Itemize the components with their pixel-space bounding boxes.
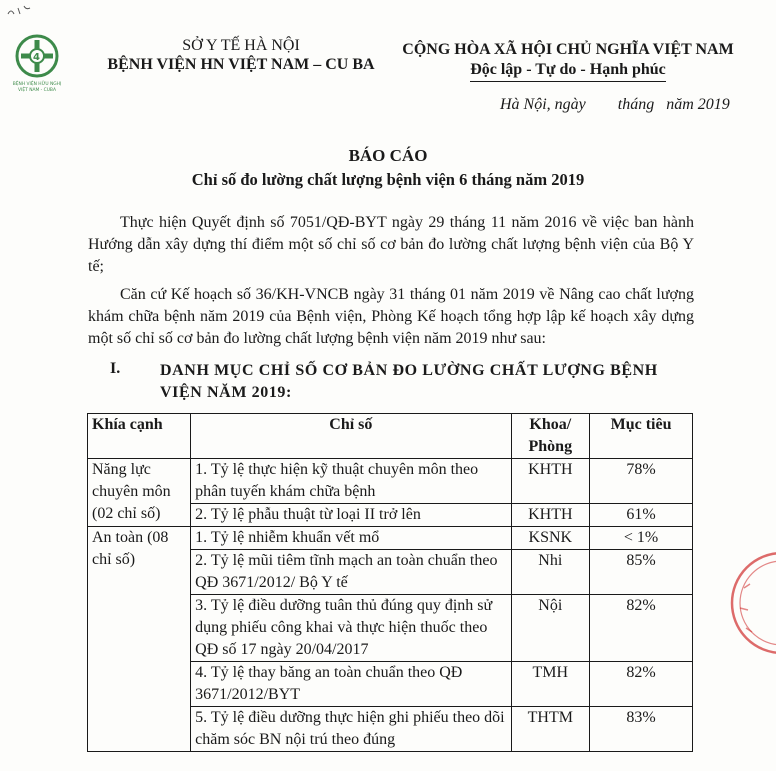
- svg-text:4: 4: [33, 52, 40, 63]
- department-cell: TMH: [511, 662, 590, 707]
- aspect-cell-safety: An toàn (08 chỉ số): [88, 527, 191, 752]
- indicator-cell: 5. Tỷ lệ điều dưỡng thực hiện ghi phiếu theo dõi chăm sóc BN nội trú theo đúng: [191, 707, 511, 752]
- nation-title: CỘNG HÒA XÃ HỘI CHỦ NGHĨA VIỆT NAM: [402, 41, 734, 58]
- indicator-cell: 1. Tỷ lệ thực hiện kỹ thuật chuyên môn theo phân tuyến khám chữa bệnh: [191, 459, 511, 504]
- header-indicator: Chỉ số: [191, 414, 511, 459]
- svg-text:VIỆT NAM - CUBA: VIỆT NAM - CUBA: [18, 88, 56, 93]
- org-parent: SỞ Y TẾ HÀ NỘI: [182, 37, 300, 54]
- department-cell: Nhi: [511, 550, 590, 595]
- header-target: Mục tiêu: [590, 414, 693, 459]
- paragraph-plan-basis: Căn cứ Kế hoạch số 36/KH-VNCB ngày 31 tháng 01 năm 2019 về Nâng cao chất lượng khám chữa bệnh năm 2019 của Bệnh viện, Phòng Kế hoạch tổng hợp lập kế hoạch xây dựng một số chỉ số cơ bản đo lường chất lượng bệnh viện năm 2019 như sau:: [88, 286, 694, 347]
- table-header-row: [88, 414, 693, 459]
- department-cell: Nội: [511, 595, 590, 662]
- target-cell: 82%: [590, 595, 693, 662]
- org-name: BỆNH VIỆN HN VIỆT NAM – CU BA: [107, 56, 375, 73]
- indicator-cell: 2. Tỷ lệ phẫu thuật từ loại II trở lên: [191, 504, 511, 527]
- red-stamp: [722, 548, 776, 658]
- header-aspect: Khía cạnh: [88, 414, 191, 459]
- report-title: BÁO CÁO: [348, 146, 428, 165]
- header-department: Khoa/ Phòng: [511, 414, 590, 459]
- section-number: I.: [110, 360, 121, 377]
- date-line: Hà Nội, ngày tháng năm 2019: [500, 96, 730, 113]
- department-cell: KSNK: [511, 527, 590, 550]
- target-cell: 85%: [590, 550, 693, 595]
- target-cell: 61%: [590, 504, 693, 527]
- indicator-cell: 1. Tỷ lệ nhiễm khuẩn vết mổ: [191, 527, 511, 550]
- target-cell: 82%: [590, 662, 693, 707]
- indicator-table: [87, 413, 693, 752]
- indicator-cell: 2. Tỷ lệ mũi tiêm tĩnh mạch an toàn chuẩn theo QĐ 3671/2012/ Bộ Y tế: [191, 550, 511, 595]
- department-cell: THTM: [511, 707, 590, 752]
- org-header: [96, 36, 386, 74]
- national-motto: Độc lập - Tự do - Hạnh phúc: [470, 60, 666, 82]
- aspect-cell-competence: Năng lực chuyên môn (02 chỉ số): [88, 459, 191, 527]
- hospital-logo: [6, 30, 68, 94]
- target-cell: 78%: [590, 459, 693, 504]
- department-cell: KHTH: [511, 459, 590, 504]
- svg-text:BỆNH VIỆN HỮU NGHỊ: BỆNH VIỆN HỮU NGHỊ: [12, 82, 62, 87]
- target-cell: < 1%: [590, 527, 693, 550]
- target-cell: 83%: [590, 707, 693, 752]
- national-header: [390, 40, 746, 82]
- indicator-cell: 4. Tỷ lệ thay băng an toàn chuẩn theo QĐ 3671/2012/BYT: [191, 662, 511, 707]
- indicator-cell: 3. Tỷ lệ điều dưỡng tuân thủ đúng quy định sử dụng phiếu công khai và thực hiện thuốc theo QĐ số 17 ngày 20/04/2017: [191, 595, 511, 662]
- report-subtitle: Chỉ số đo lường chất lượng bệnh viện 6 tháng năm 2019: [191, 170, 585, 189]
- paragraph-legal-basis: Thực hiện Quyết định số 7051/QĐ-BYT ngày 29 tháng 11 năm 2016 về việc ban hành Hướng dẫn xây dựng thí điểm một số chỉ số cơ bản đo lường chất lượng bệnh viện của Bộ Y tế;: [88, 214, 694, 275]
- section-title: DANH MỤC CHỈ SỐ CƠ BẢN ĐO LƯỜNG CHẤT LƯỢNG BỆNH VIỆN NĂM 2019:: [160, 362, 658, 401]
- pen-scribble: [4, 2, 44, 20]
- table-row: [88, 459, 693, 504]
- table-row: [88, 527, 693, 550]
- department-cell: KHTH: [511, 504, 590, 527]
